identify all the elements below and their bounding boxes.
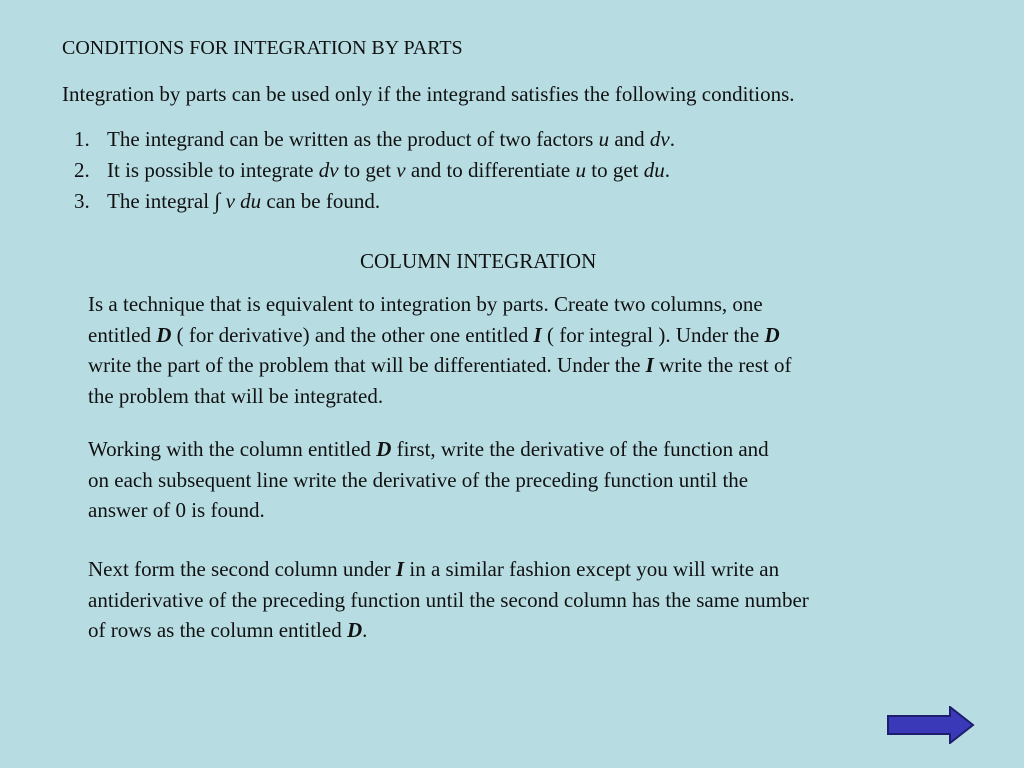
text: It is possible to integrate bbox=[107, 158, 319, 182]
text: The integrand can be written as the product of two factors bbox=[107, 127, 599, 151]
text-line: antiderivative of the preceding function until the second column has the same number bbox=[88, 587, 809, 612]
emphasis: I bbox=[533, 322, 542, 347]
text: . bbox=[664, 158, 671, 182]
paragraph-derivative-column bbox=[88, 437, 769, 529]
text-line bbox=[88, 323, 791, 354]
text: entitled bbox=[88, 322, 157, 347]
integral-symbol: ∫ bbox=[214, 188, 221, 213]
emphasis: I bbox=[645, 353, 654, 377]
page-title: CONDITIONS FOR INTEGRATION BY PARTS bbox=[62, 37, 463, 59]
text: and to differentiate bbox=[405, 158, 576, 182]
emphasis: D bbox=[346, 618, 363, 642]
text: write the part of the problem that will be differentiated. Under the bbox=[88, 353, 646, 377]
list-number: 3. bbox=[74, 189, 90, 213]
right-arrow-icon bbox=[886, 706, 976, 744]
conditions-list bbox=[74, 127, 675, 220]
text-line: on each subsequent line write the derivative of the preceding function until the bbox=[88, 467, 749, 492]
variable: v du bbox=[225, 189, 262, 213]
text-line: Is a technique that is equivalent to integration by parts. Create two columns, one bbox=[88, 292, 763, 316]
text-line bbox=[88, 353, 791, 384]
emphasis: D bbox=[376, 437, 392, 461]
list-number: 1. bbox=[74, 127, 90, 151]
emphasis: D bbox=[156, 322, 172, 347]
text-line: answer of 0 is found. bbox=[88, 498, 265, 522]
text: write the rest of bbox=[653, 353, 792, 377]
next-slide-button[interactable] bbox=[886, 706, 976, 744]
variable: u bbox=[598, 127, 610, 151]
emphasis: I bbox=[395, 557, 405, 581]
text: . bbox=[669, 127, 675, 151]
text: to get bbox=[338, 158, 397, 182]
text-line: the problem that will be integrated. bbox=[88, 383, 384, 408]
text: to get bbox=[586, 158, 644, 182]
text-line bbox=[88, 557, 809, 588]
text-line bbox=[88, 618, 809, 649]
text: first, write the derivative of the function and bbox=[391, 437, 769, 461]
text: and bbox=[609, 127, 650, 151]
text: . bbox=[362, 618, 368, 642]
variable: v bbox=[396, 158, 406, 182]
list-number: 2. bbox=[74, 158, 90, 182]
text: in a similar fashion except you will write an bbox=[404, 557, 780, 581]
text: ( for integral ). Under the bbox=[541, 322, 765, 347]
variable: u bbox=[575, 158, 587, 182]
emphasis: D bbox=[764, 322, 780, 347]
variable: dv bbox=[649, 127, 670, 151]
section-title: COLUMN INTEGRATION bbox=[360, 249, 597, 273]
list-item bbox=[74, 127, 675, 158]
text-line bbox=[88, 437, 769, 468]
paragraph-integral-column bbox=[88, 557, 809, 649]
text: ( for derivative) and the other one entitled bbox=[171, 322, 534, 347]
paragraph-technique bbox=[88, 292, 791, 414]
variable: du bbox=[643, 158, 665, 182]
text: can be found. bbox=[261, 189, 381, 213]
list-item bbox=[74, 158, 675, 189]
text: of rows as the column entitled bbox=[88, 618, 347, 642]
text: Next form the second column under bbox=[88, 557, 396, 581]
list-item bbox=[74, 189, 675, 220]
text: Working with the column entitled bbox=[88, 437, 377, 461]
variable: dv bbox=[318, 158, 339, 182]
text: The integral bbox=[107, 189, 215, 213]
intro-text: Integration by parts can be used only if the integrand satisfies the following conditions. bbox=[62, 82, 795, 106]
